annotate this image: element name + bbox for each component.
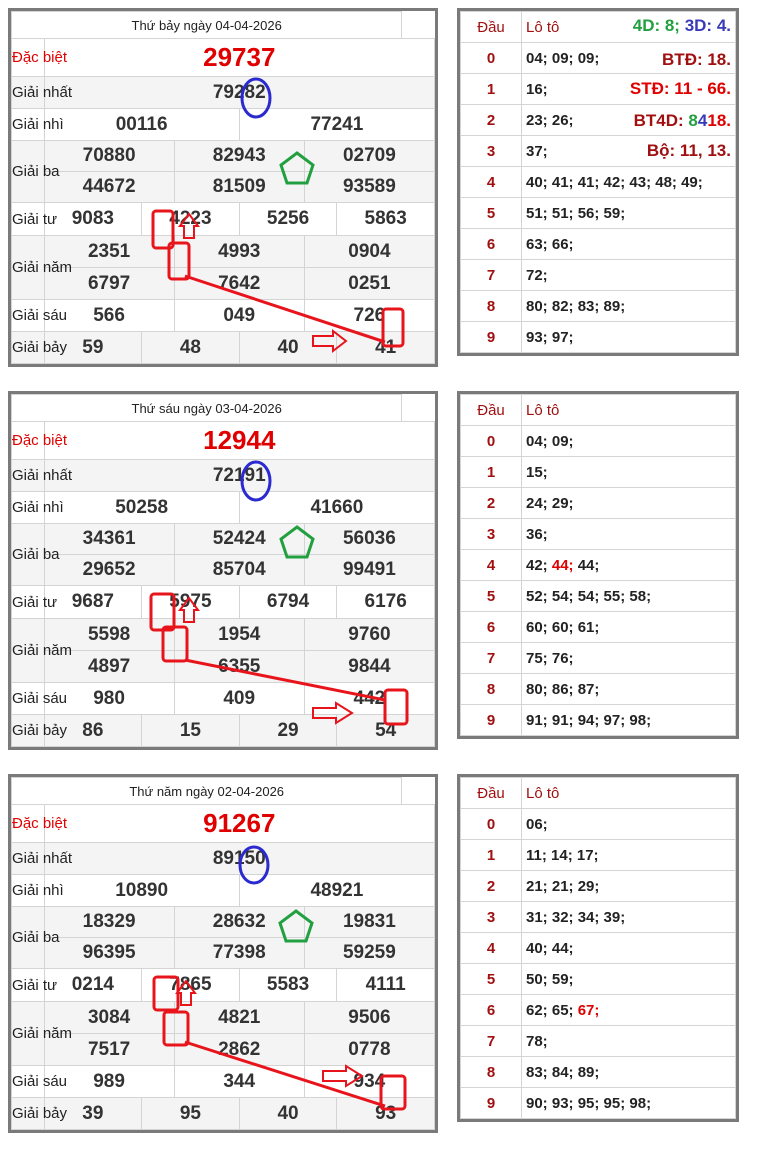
dau-4: 4 [461, 933, 522, 964]
third-prize: 34361 [44, 524, 174, 555]
first-prize: 79282 [44, 77, 434, 109]
loto-row: 93; 97; [522, 322, 736, 353]
fifth-label: Giải năm [12, 236, 45, 300]
third-prize: 28632 [174, 907, 304, 938]
sixth-prize: 442 [304, 683, 434, 715]
sixth-prize: 566 [44, 300, 174, 332]
loto-row: 90; 93; 95; 95; 98; [522, 1088, 736, 1119]
fifth-prize: 2351 [44, 236, 174, 268]
fifth-prize: 7517 [44, 1034, 174, 1066]
loto-row: 40; 44; [522, 933, 736, 964]
special-prize: 29737 [44, 39, 434, 77]
second-prize: 10890 [44, 875, 239, 907]
fifth-label: Giải năm [12, 1002, 45, 1066]
sixth-prize: 934 [304, 1066, 434, 1098]
loto-row: 31; 32; 34; 39; [522, 902, 736, 933]
dau-8: 8 [461, 291, 522, 322]
third-prize: 19831 [304, 907, 434, 938]
fourth-prize: 5583 [239, 969, 337, 1002]
seventh-prize: 15 [142, 715, 240, 747]
seventh-prize: 39 [44, 1098, 142, 1130]
fifth-prize: 4993 [174, 236, 304, 268]
loto-row: 51; 51; 56; 59; [522, 198, 736, 229]
dau-header: Đầu [461, 12, 522, 43]
second-label: Giải nhì [12, 109, 45, 141]
loto-row: 37; Bộ: 11, 13. [522, 136, 736, 167]
third-prize: 81509 [174, 172, 304, 203]
loto-row: 72; [522, 260, 736, 291]
third-label: Giải ba [12, 524, 45, 586]
dau-9: 9 [461, 1088, 522, 1119]
loto-number: 67; [577, 1001, 600, 1019]
second-prize: 77241 [239, 109, 434, 141]
fifth-prize: 9844 [304, 651, 434, 683]
special-label: Đặc biệt [12, 39, 45, 77]
seventh-prize: 59 [44, 332, 142, 364]
dau-8: 8 [461, 674, 522, 705]
seventh-prize: 41 [337, 332, 435, 364]
seventh-label: Giải bảy [12, 715, 45, 747]
sixth-prize: 049 [174, 300, 304, 332]
fourth-prize: 5975 [142, 586, 240, 619]
seventh-prize: 86 [44, 715, 142, 747]
dau-4: 4 [461, 167, 522, 198]
result-table-3 [8, 774, 438, 1133]
second-prize: 50258 [44, 492, 239, 524]
fifth-label: Giải năm [12, 619, 45, 683]
seventh-prize: 48 [142, 332, 240, 364]
dau-header: Đầu [461, 778, 522, 809]
fourth-label: Giải tư [12, 969, 45, 1002]
third-prize: 93589 [304, 172, 434, 203]
sixth-prize: 980 [44, 683, 174, 715]
dau-3: 3 [461, 902, 522, 933]
loto-row [522, 550, 736, 581]
dau-3: 3 [461, 136, 522, 167]
loto-header: Lô tô 4D: 8; 3D: 4. [522, 12, 736, 43]
third-prize: 44672 [44, 172, 174, 203]
fifth-prize: 4821 [174, 1002, 304, 1034]
loto-row: 40; 41; 41; 42; 43; 48; 49; [522, 167, 736, 198]
first-prize: 72191 [44, 460, 434, 492]
dau-7: 7 [461, 1026, 522, 1057]
third-prize: 99491 [304, 555, 434, 586]
dau-8: 8 [461, 1057, 522, 1088]
second-prize: 41660 [239, 492, 434, 524]
dau-0: 0 [461, 809, 522, 840]
dau-0: 0 [461, 43, 522, 74]
third-label: Giải ba [12, 141, 45, 203]
fifth-prize: 1954 [174, 619, 304, 651]
loto-table-2 [457, 391, 739, 739]
fifth-prize: 5598 [44, 619, 174, 651]
fifth-prize: 6797 [44, 268, 174, 300]
first-prize: 89150 [44, 843, 434, 875]
note-bt4d: BT4D: 8418. [633, 111, 731, 130]
loto-number: 65; [551, 1001, 578, 1019]
note-bo: Bộ: 11, 13. [646, 141, 731, 160]
loto-row: 50; 59; [522, 964, 736, 995]
loto-row: 04; 09; 09; [522, 43, 736, 74]
third-prize: 52424 [174, 524, 304, 555]
loto-row: 04; 09; [522, 426, 736, 457]
loto-number: 44; [551, 556, 578, 574]
dau-6: 6 [461, 229, 522, 260]
seventh-label: Giải bảy [12, 332, 45, 364]
special-label: Đặc biệt [12, 805, 45, 843]
fifth-prize: 9760 [304, 619, 434, 651]
fourth-prize: 0214 [44, 969, 142, 1002]
fifth-prize: 0904 [304, 236, 434, 268]
fourth-prize: 7865 [142, 969, 240, 1002]
special-prize: 91267 [44, 805, 434, 843]
fifth-prize: 2862 [174, 1034, 304, 1066]
seventh-prize: 93 [337, 1098, 435, 1130]
second-prize: 00116 [44, 109, 239, 141]
dau-2: 2 [461, 105, 522, 136]
special-prize: 12944 [44, 422, 434, 460]
loto-row: 15; [522, 457, 736, 488]
result-title: Thứ bảy ngày 04-04-2026 [12, 12, 402, 39]
third-prize: 02709 [304, 141, 434, 172]
result-table-1 [8, 8, 438, 367]
loto-row: 80; 86; 87; [522, 674, 736, 705]
loto-row: 91; 91; 94; 97; 98; [522, 705, 736, 736]
special-label: Đặc biệt [12, 422, 45, 460]
loto-header: Lô tô [522, 778, 736, 809]
dau-5: 5 [461, 198, 522, 229]
third-prize: 77398 [174, 938, 304, 969]
sixth-prize: 726 [304, 300, 434, 332]
seventh-label: Giải bảy [12, 1098, 45, 1130]
third-prize: 18329 [44, 907, 174, 938]
dau-1: 1 [461, 457, 522, 488]
loto-header: Lô tô [522, 395, 736, 426]
loto-row: 24; 29; [522, 488, 736, 519]
fifth-prize: 0251 [304, 268, 434, 300]
sixth-label: Giải sáu [12, 1066, 45, 1098]
loto-row: 36; [522, 519, 736, 550]
third-prize: 29652 [44, 555, 174, 586]
seventh-prize: 54 [337, 715, 435, 747]
loto-row: 60; 60; 61; [522, 612, 736, 643]
loto-number: 44; [577, 556, 600, 574]
loto-row: 16; BTĐ: 18. STĐ: 11 - 66. [522, 74, 736, 105]
loto-row: 80; 82; 83; 89; [522, 291, 736, 322]
dau-0: 0 [461, 426, 522, 457]
loto-table-3 [457, 774, 739, 1122]
loto-row [522, 995, 736, 1026]
third-prize: 96395 [44, 938, 174, 969]
third-prize: 70880 [44, 141, 174, 172]
loto-row: 21; 21; 29; [522, 871, 736, 902]
fifth-prize: 6355 [174, 651, 304, 683]
loto-row: 75; 76; [522, 643, 736, 674]
dau-5: 5 [461, 581, 522, 612]
dau-9: 9 [461, 322, 522, 353]
loto-row: 06; [522, 809, 736, 840]
result-title: Thứ năm ngày 02-04-2026 [12, 778, 402, 805]
seventh-prize: 95 [142, 1098, 240, 1130]
dau-4: 4 [461, 550, 522, 581]
third-prize: 56036 [304, 524, 434, 555]
result-table-2 [8, 391, 438, 750]
dau-2: 2 [461, 488, 522, 519]
second-label: Giải nhì [12, 492, 45, 524]
loto-row: 52; 54; 54; 55; 58; [522, 581, 736, 612]
fifth-prize: 9506 [304, 1002, 434, 1034]
dau-2: 2 [461, 871, 522, 902]
sixth-label: Giải sáu [12, 300, 45, 332]
note-4d-3d: 4D: 8; 3D: 4. [632, 16, 731, 35]
dau-6: 6 [461, 612, 522, 643]
fourth-label: Giải tư [12, 586, 45, 619]
fifth-prize: 3084 [44, 1002, 174, 1034]
first-label: Giải nhất [12, 77, 45, 109]
fifth-prize: 7642 [174, 268, 304, 300]
first-label: Giải nhất [12, 460, 45, 492]
fourth-prize: 9687 [44, 586, 142, 619]
fourth-prize: 5863 [337, 203, 435, 236]
fourth-prize: 9083 [44, 203, 142, 236]
sixth-prize: 409 [174, 683, 304, 715]
loto-row: 83; 84; 89; [522, 1057, 736, 1088]
dau-7: 7 [461, 643, 522, 674]
loto-row: 78; [522, 1026, 736, 1057]
loto-row: 63; 66; [522, 229, 736, 260]
loto-number: 62; [526, 1001, 552, 1019]
third-prize: 59259 [304, 938, 434, 969]
note-std: STĐ: 11 - 66. [629, 79, 731, 98]
loto-row: 11; 14; 17; [522, 840, 736, 871]
seventh-prize: 29 [239, 715, 337, 747]
dau-3: 3 [461, 519, 522, 550]
result-title: Thứ sáu ngày 03-04-2026 [12, 395, 402, 422]
dau-1: 1 [461, 74, 522, 105]
second-label: Giải nhì [12, 875, 45, 907]
loto-table-1 [457, 8, 739, 356]
sixth-prize: 989 [44, 1066, 174, 1098]
fourth-label: Giải tư [12, 203, 45, 236]
fourth-prize: 4223 [142, 203, 240, 236]
dau-7: 7 [461, 260, 522, 291]
dau-1: 1 [461, 840, 522, 871]
third-prize: 85704 [174, 555, 304, 586]
dau-6: 6 [461, 995, 522, 1026]
dau-header: Đầu [461, 395, 522, 426]
fifth-prize: 0778 [304, 1034, 434, 1066]
fifth-prize: 4897 [44, 651, 174, 683]
dau-5: 5 [461, 964, 522, 995]
first-label: Giải nhất [12, 843, 45, 875]
fourth-prize: 6794 [239, 586, 337, 619]
second-prize: 48921 [239, 875, 434, 907]
note-btd: BTĐ: 18. [662, 50, 731, 69]
seventh-prize: 40 [239, 1098, 337, 1130]
fourth-prize: 4111 [337, 969, 435, 1002]
dau-9: 9 [461, 705, 522, 736]
loto-row: 23; 26; BT4D: 8418. [522, 105, 736, 136]
third-label: Giải ba [12, 907, 45, 969]
fourth-prize: 6176 [337, 586, 435, 619]
sixth-prize: 344 [174, 1066, 304, 1098]
third-prize: 82943 [174, 141, 304, 172]
fourth-prize: 5256 [239, 203, 337, 236]
sixth-label: Giải sáu [12, 683, 45, 715]
seventh-prize: 40 [239, 332, 337, 364]
loto-number: 42; [526, 556, 552, 574]
